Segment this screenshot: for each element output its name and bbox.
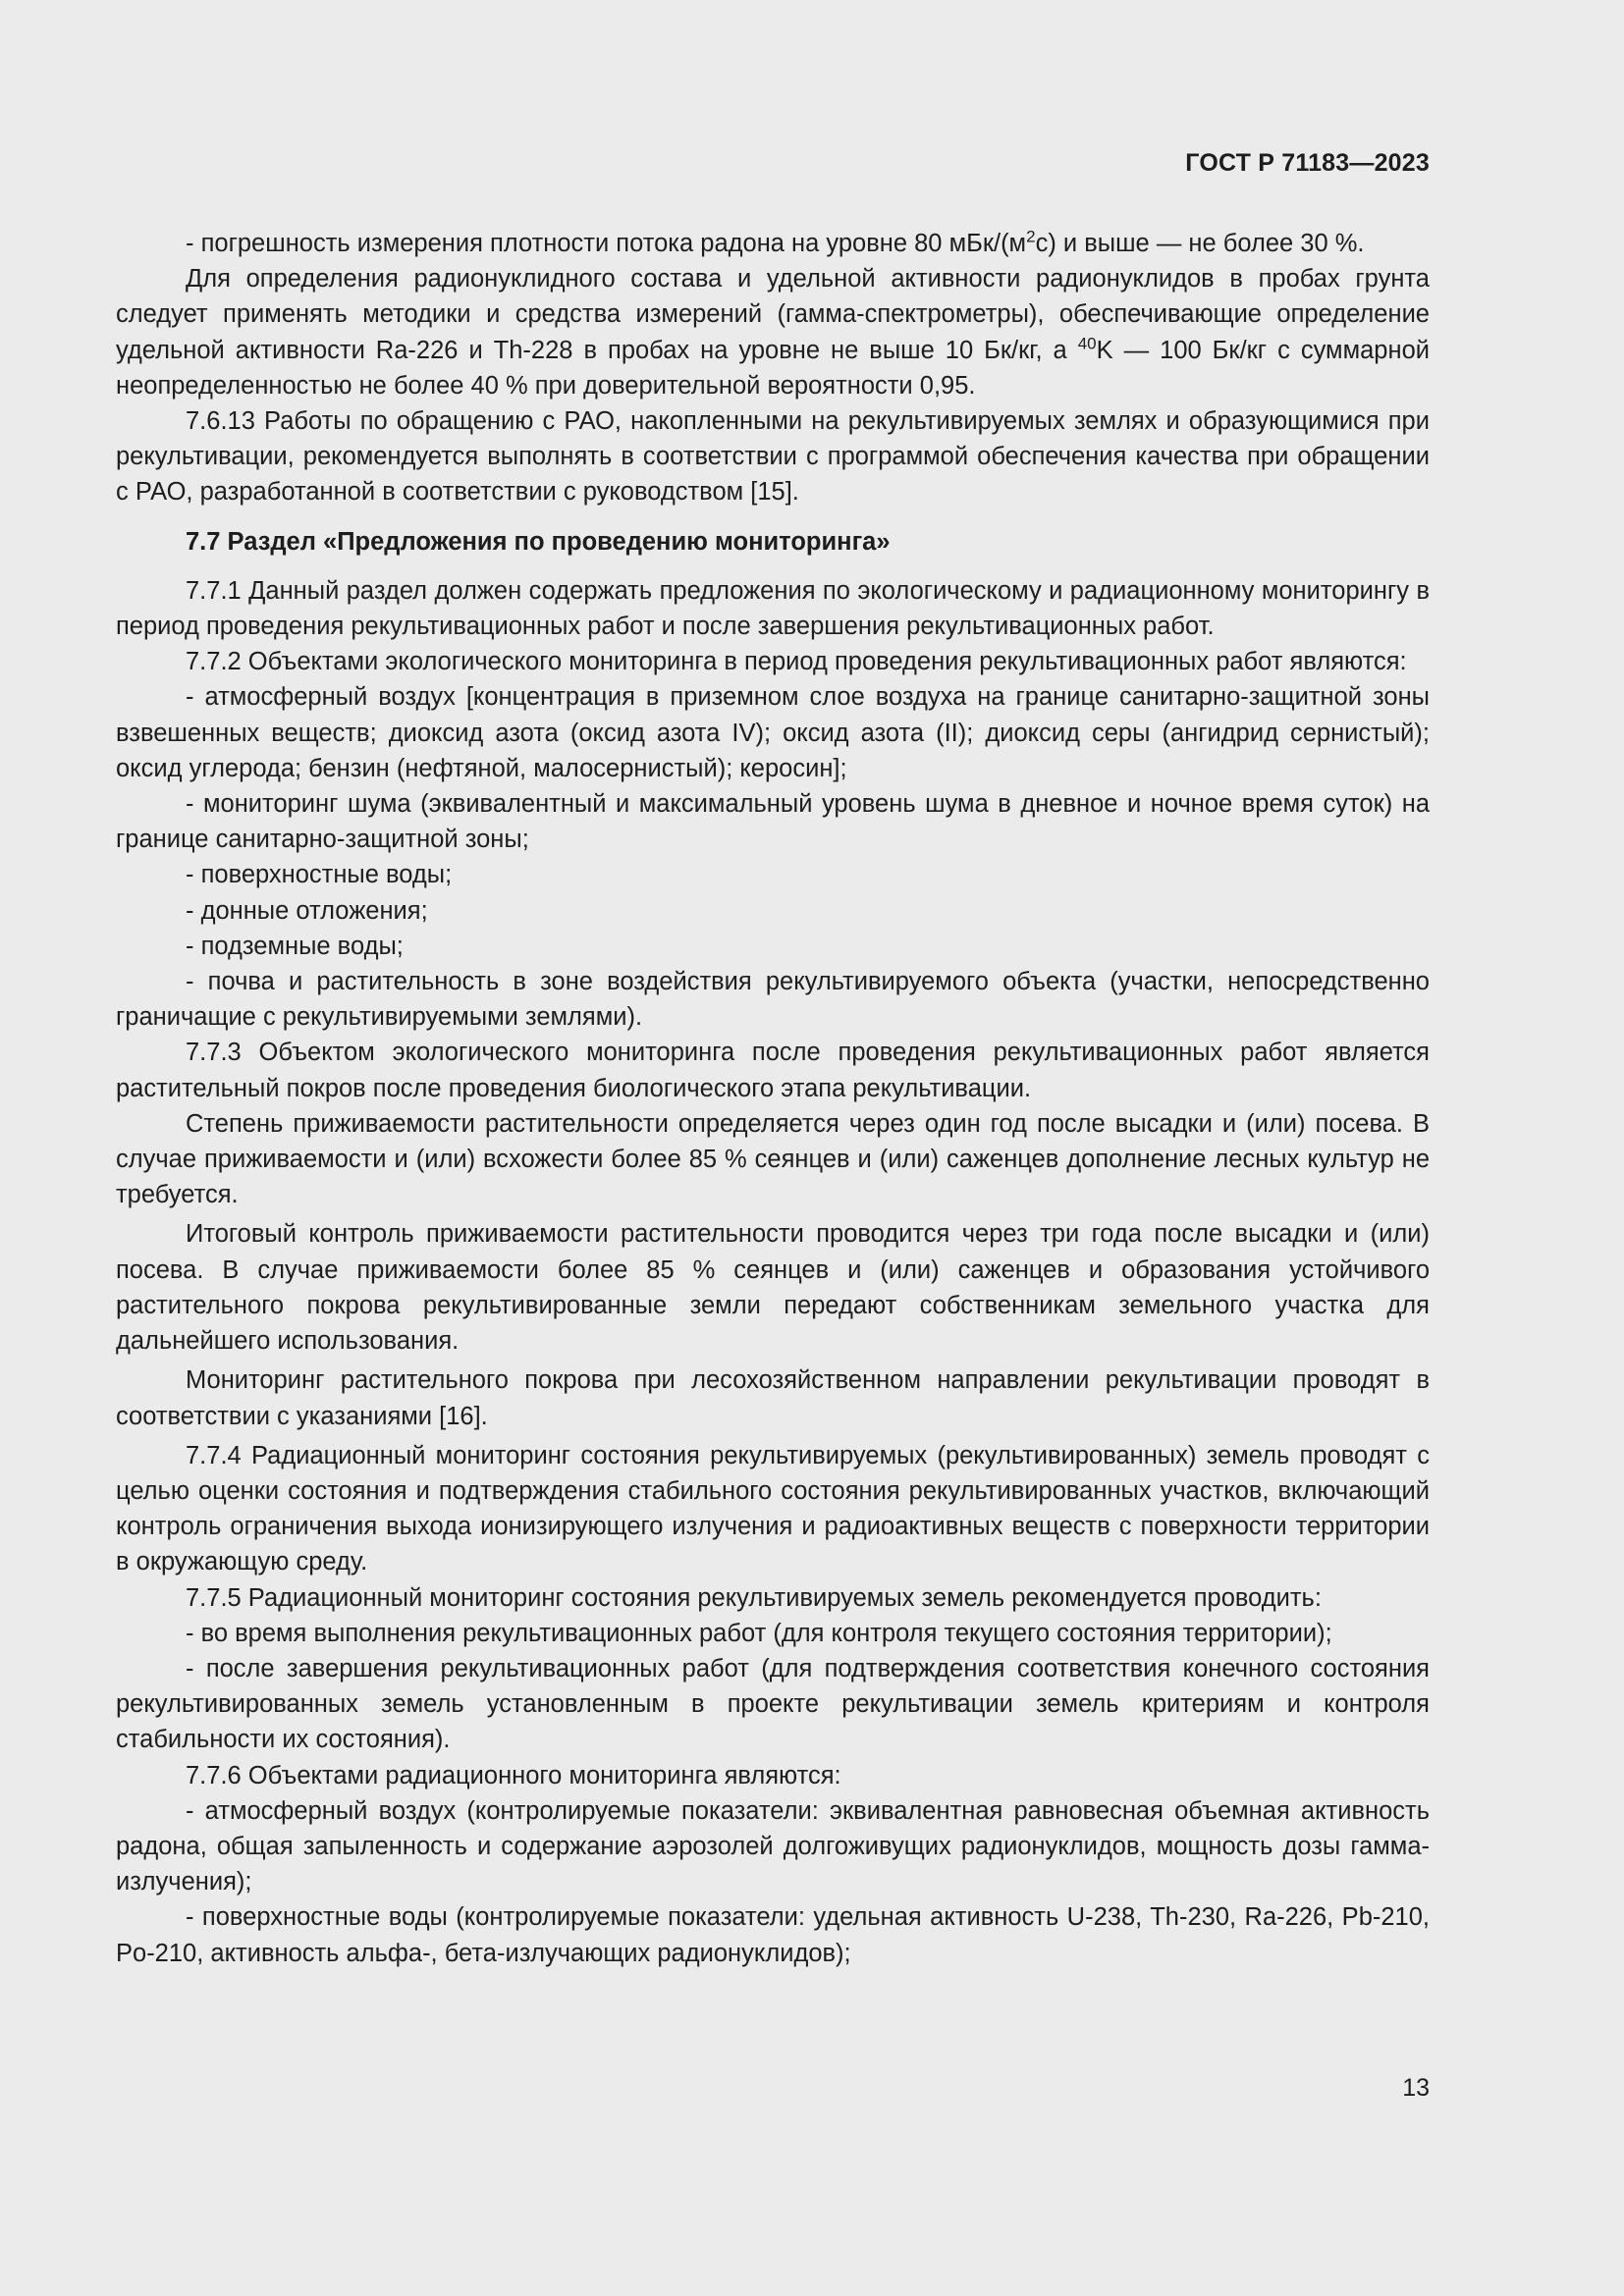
document-header-code: ГОСТ Р 71183—2023 (1185, 149, 1430, 177)
paragraph-7-7-3: 7.7.3 Объектом экологического мониторинга после проведения рекультивационных работ является растительный покров после проведения биологического этапа рекультивации. (116, 1039, 1430, 1102)
superscript: 2 (1026, 227, 1036, 246)
paragraph-7-7-5: 7.7.5 Радиационный мониторинг состояния рекультивируемых земель рекомендуется проводить: (186, 1583, 1322, 1612)
paragraph-final-control: Итоговый контроль приживаемости растительности проводится через три года после высадки и (или) посева. В случае приживаемости более 85 % сеянцев и (или) саженцев и образования устойчивого растительного покрова рекультивированные земли передают собственникам земельного участка для дальнейшего использования. (116, 1220, 1430, 1356)
paragraph-text: K — 100 Бк/кг с суммарной неопределенностью не более 40 % при доверительной вероятности 0,95. (116, 336, 1430, 400)
list-item-bottom-sediments: - донные отложения; (186, 896, 428, 925)
paragraph-vegetation-monitoring: Мониторинг растительного покрова при лесохозяйственном направлении рекультивации проводят в соответствии с указаниями [16]. (116, 1366, 1430, 1430)
paragraph-radionuclide-composition (116, 261, 1430, 403)
paragraph-text: Для определения радионуклидного состава и удельной активности радионуклидов в пробах грунта следует применять методики и средства измерений (гамма-спектрометры), обеспечивающие определение удельной активности Ra-226 и Th-228 в пробах на уровне не выше 10 Бк/кг, а (116, 265, 1430, 364)
paragraph-radon-flux-error (116, 226, 1430, 261)
paragraph-7-6-13: 7.6.13 Работы по обращению с РАО, накопленными на рекультивируемых землях и образующимися при рекультивации, рекомендуется выполнять в соответствии с программой обеспечения качества при обращении с РАО, разработанной в соответствии с руководством [15]. (116, 407, 1430, 507)
paragraph-7-7-2: 7.7.2 Объектами экологического мониторинга в период проведения рекультивационных работ являются: (186, 648, 1407, 676)
page-number: 13 (1402, 2074, 1430, 2102)
list-item-atmospheric-air: - атмосферный воздух [концентрация в приземном слое воздуха на границе санитарно-защитной зоны взвешенных веществ; диоксид азота (оксид азота IV); оксид азота (II); диоксид серы (ангидрид сернистый); оксид углерода; бензин (нефтяной, малосернистый); керосин]; (116, 683, 1430, 782)
list-item-surface-water: - поверхностные воды; (186, 861, 453, 889)
list-item-radiation-surface-water: - поверхностные воды (контролируемые показатели: удельная активность U-238, Th-230, Ra-226, Pb-210, Po-210, активность альфа-, бета-излучающих радионуклидов); (116, 1903, 1430, 1967)
paragraph-text: - погрешность измерения плотности потока радона на уровне 80 мБк/(м (186, 230, 1027, 257)
list-item-radiation-air: - атмосферный воздух (контролируемые показатели: эквивалентная равновесная объемная активность радона, общая запыленность и содержание аэрозолей долгоживущих радионуклидов, мощность дозы гамма-излучения); (116, 1796, 1430, 1896)
paragraph-survival-rate: Степень приживаемости растительности определяется через один год после высадки и (или) посева. В случае приживаемости и (или) всхожести более 85 % сеянцев и (или) саженцев дополнение лесных культур не требуется. (116, 1109, 1430, 1209)
section-title-7-7: 7.7 Раздел «Предложения по проведению мониторинга» (186, 527, 891, 556)
list-item-after-works: - после завершения рекультивационных работ (для подтверждения соответствия конечного состояния рекультивированных земель установленным в проекте рекультивации земель критериям и контроля стабильности их состояния). (116, 1654, 1430, 1754)
superscript: 40 (1077, 334, 1097, 353)
list-item-soil-vegetation: - почва и растительность в зоне воздействия рекультивируемого объекта (участки, непосредственно граничащие с рекультивируемыми землями). (116, 968, 1430, 1032)
paragraph-text: с) и выше — не более 30 %. (1035, 230, 1365, 257)
document-body (116, 226, 1430, 1971)
list-item-groundwater: - подземные воды; (186, 932, 404, 960)
list-item-noise-monitoring: - мониторинг шума (эквивалентный и максимальный уровень шума в дневное и ночное время суток) на границе санитарно-защитной зоны; (116, 790, 1430, 854)
list-item-during-works: - во время выполнения рекультивационных работ (для контроля текущего состояния территории); (186, 1619, 1332, 1647)
paragraph-7-7-4: 7.7.4 Радиационный мониторинг состояния рекультивируемых (рекультивированных) земель проводят с целью оценки состояния и подтверждения стабильного состояния рекультивированных участков, включающий контроль ограничения выхода ионизирующего излучения и радиоактивных веществ с поверхности территории в окружающую среду. (116, 1441, 1430, 1576)
paragraph-7-7-6: 7.7.6 Объектами радиационного мониторинга являются: (186, 1761, 841, 1789)
paragraph-7-7-1: 7.7.1 Данный раздел должен содержать предложения по экологическому и радиационному мониторингу в период проведения рекультивационных работ и после завершения рекультивационных работ. (116, 576, 1430, 641)
